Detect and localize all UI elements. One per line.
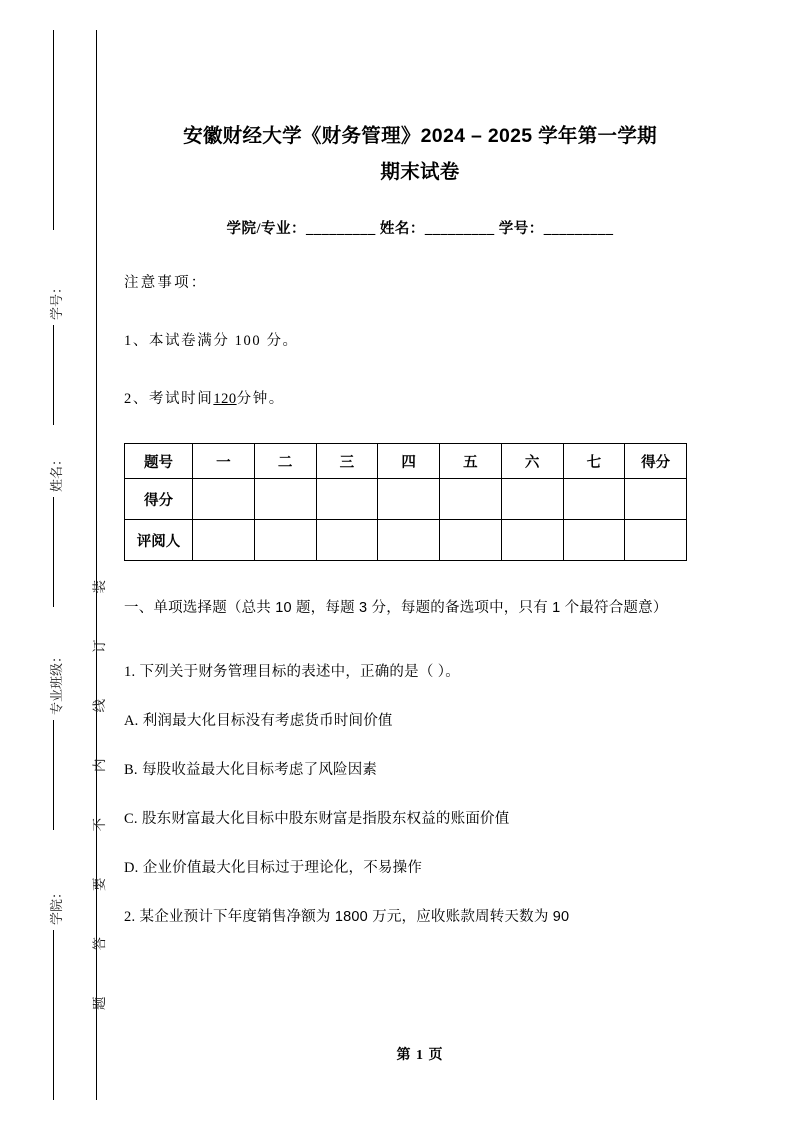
score-table-header-cell: 二 <box>254 444 316 479</box>
option-d-label: D. <box>124 860 139 876</box>
option-c-text: 股东财富最大化目标中股东财富是指股东权益的账面价值 <box>141 811 510 827</box>
binding-label-class: 专业班级： <box>49 649 64 715</box>
score-table-cell[interactable] <box>440 479 502 520</box>
option-b-text: 每股收益最大化目标考虑了风险因素 <box>141 762 378 778</box>
binding-margin <box>0 0 107 1122</box>
option-a-text: 利润最大化目标没有考虑货币时间价值 <box>142 713 393 729</box>
notice-duration-prefix: 2、考试时间 <box>124 391 214 407</box>
notice-item-duration <box>124 350 716 408</box>
score-table-header-cell: 得分 <box>625 444 687 479</box>
score-table-header-row <box>125 444 687 479</box>
question-1-option-c[interactable] <box>124 780 716 829</box>
score-table-row-grader <box>125 520 687 561</box>
score-table-header-cell: 四 <box>378 444 440 479</box>
binding-rule-segment-5 <box>53 930 54 1100</box>
score-table-cell[interactable] <box>563 479 625 520</box>
option-d-text: 企业价值最大化目标过于理论化，不易操作 <box>142 860 423 876</box>
notice-duration-value: 120 <box>213 391 237 407</box>
notice-duration-suffix: 分钟。 <box>236 391 285 407</box>
section-heading-1 <box>124 561 716 627</box>
score-table-header-cell: 一 <box>193 444 255 479</box>
question-1-option-d[interactable] <box>124 829 716 878</box>
binding-rule-segment-4 <box>53 720 54 830</box>
score-table-cell[interactable] <box>254 520 316 561</box>
notice-heading: 注意事项： <box>124 275 208 291</box>
score-table-cell[interactable] <box>316 520 378 561</box>
question-2-number: 2. <box>124 909 136 925</box>
score-table-header-cell: 五 <box>440 444 502 479</box>
score-table-row-label: 评阅人 <box>125 520 193 561</box>
score-table-cell[interactable] <box>254 479 316 520</box>
score-table-row-score <box>125 479 687 520</box>
notice-item-total-score: 1、本试卷满分 100 分。 <box>124 333 299 349</box>
score-table-header-cell: 题号 <box>125 444 193 479</box>
score-table-row-label: 得分 <box>125 479 193 520</box>
question-1-stem <box>124 627 716 682</box>
score-table-cell[interactable] <box>316 479 378 520</box>
binding-warning-text: 题答要不内线订装 <box>92 534 107 1010</box>
binding-rule-segment-2 <box>53 325 54 425</box>
binding-label-name: 姓名： <box>49 452 64 492</box>
score-table-cell[interactable] <box>501 479 563 520</box>
score-table-cell[interactable] <box>625 520 687 561</box>
binding-rule-segment-3 <box>53 497 54 607</box>
page-title <box>124 0 716 190</box>
option-c-label: C. <box>124 811 138 827</box>
score-table-cell[interactable] <box>440 520 502 561</box>
binding-label-student-id: 学号： <box>49 280 64 320</box>
option-a-label: A. <box>124 713 139 729</box>
question-1-option-a[interactable] <box>124 682 716 731</box>
page-title-line-2: 期末试卷 <box>380 161 460 183</box>
score-table-header-cell: 七 <box>563 444 625 479</box>
binding-label-college: 学院： <box>49 885 64 925</box>
score-table-cell[interactable] <box>501 520 563 561</box>
score-table <box>124 443 687 561</box>
question-2-stem <box>124 878 716 927</box>
option-b-label: B. <box>124 762 138 778</box>
score-table-header-cell: 三 <box>316 444 378 479</box>
score-table-cell[interactable] <box>378 520 440 561</box>
score-table-cell[interactable] <box>563 520 625 561</box>
binding-rule-segment-1 <box>53 30 54 230</box>
score-table-cell[interactable] <box>378 479 440 520</box>
student-id-line: 学院/专业：_________ 姓名：_________ 学号：_________ <box>226 221 614 237</box>
section-heading-1-text: 一、单项选择题（总共 10 题，每题 3 分，每题的备选项中，只有 1 个最符合题意） <box>124 600 668 616</box>
question-1-text: 下列关于财务管理目标的表述中，正确的是（ ）。 <box>139 664 460 680</box>
page-body <box>124 0 716 1122</box>
score-table-header-cell: 六 <box>501 444 563 479</box>
score-table-cell[interactable] <box>193 520 255 561</box>
page-footer: 第 1 页 <box>396 1048 444 1063</box>
question-1-number: 1. <box>124 664 136 680</box>
score-table-cell[interactable] <box>193 479 255 520</box>
question-1-option-b[interactable] <box>124 731 716 780</box>
question-2-text: 某企业预计下年度销售净额为 1800 万元，应收账款周转天数为 90 <box>139 909 570 925</box>
page-title-line-1: 安徽财经大学《财务管理》2024 – 2025 学年第一学期 <box>183 125 657 147</box>
score-table-cell[interactable] <box>625 479 687 520</box>
